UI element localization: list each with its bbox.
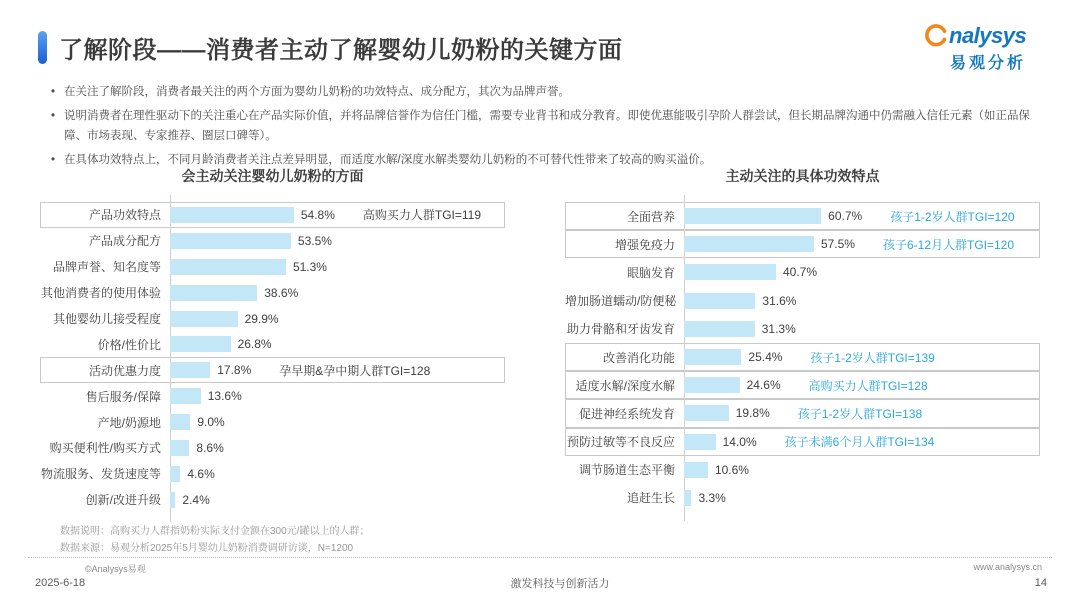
website-text: www.analysys.cn: [973, 562, 1042, 572]
chart-row: [40, 306, 505, 332]
chart-row: [565, 202, 1040, 230]
header: [38, 30, 623, 65]
tgi-annotation: 孩子6-12月人群TGI=120: [882, 237, 1015, 252]
value-label: 24.6%: [746, 378, 781, 393]
bar: [684, 208, 821, 224]
category-label: 助力骨骼和牙齿发育: [566, 322, 675, 337]
category-label: 购买便利性/购买方式: [49, 441, 161, 456]
bar-area: [170, 388, 505, 404]
logo-swoosh-icon: [922, 22, 949, 49]
logo-wordmark: [922, 22, 1040, 49]
value-label: 8.6%: [196, 440, 224, 455]
value-label: 31.6%: [762, 293, 797, 308]
chart-row: [565, 428, 1040, 456]
chart-row: [565, 484, 1040, 512]
chart-row: [565, 230, 1040, 258]
bar-area: [684, 208, 1040, 225]
chart-row: [40, 409, 505, 435]
bar: [170, 233, 291, 249]
value-label: 40.7%: [782, 265, 817, 280]
bar: [170, 492, 175, 508]
value-label: 14.0%: [722, 434, 757, 449]
category-label: 适度水解/深度水解: [575, 378, 675, 393]
category-label: 改善消化功能: [602, 350, 675, 365]
footer-date: 2025-6-18: [35, 577, 86, 589]
value-label: 3.3%: [698, 490, 726, 505]
tgi-annotation: 高购买力人群TGI=128: [808, 378, 928, 393]
chart-aspects: [40, 166, 505, 513]
value-label: 9.0%: [197, 415, 225, 430]
bar: [684, 264, 776, 280]
chart-row: [40, 383, 505, 409]
chart-row: [565, 456, 1040, 484]
chart-row: [565, 315, 1040, 343]
chart-title: 会主动关注婴幼儿奶粉的方面: [181, 168, 364, 184]
bar: [684, 377, 740, 393]
bar: [170, 285, 257, 301]
value-label: 19.8%: [735, 406, 770, 421]
bar-area: [170, 492, 505, 508]
bar-area: [170, 259, 505, 275]
bar-area: [170, 336, 505, 352]
bar: [684, 462, 708, 478]
bar: [170, 259, 286, 275]
chart-row: [40, 461, 505, 487]
bar: [170, 440, 189, 456]
bar-area: [684, 293, 1040, 309]
bar: [170, 207, 294, 223]
chart-row: [40, 487, 505, 513]
data-notes: [60, 524, 369, 557]
category-label: 价格/性价比: [97, 337, 161, 352]
bar-area: [170, 285, 505, 301]
bullet-item: • 在具体功效特点上，不同月龄消费者关注点差异明显，而适度水解/深度水解类婴幼儿奶粉的不可替代性带来了较高的购买溢价。: [64, 150, 1049, 170]
category-label: 其他消费者的使用体验: [40, 286, 161, 301]
bar: [170, 388, 201, 404]
value-label: 31.3%: [761, 321, 796, 336]
value-label: 29.9%: [244, 311, 279, 326]
chart-row: [40, 254, 505, 280]
category-label: 追赶生长: [626, 491, 675, 506]
tgi-annotation: 孕早期&孕中期人群TGI=128: [279, 363, 431, 378]
value-label: 51.3%: [292, 259, 327, 274]
value-label: 26.8%: [237, 337, 272, 352]
bar-area: [684, 321, 1040, 337]
summary-bullets: [64, 82, 1049, 175]
chart-row: [565, 371, 1040, 399]
value-label: 17.8%: [217, 363, 252, 378]
note-line: 数据来源：易观分析2025年5月婴幼儿奶粉消费调研访谈，N=1200: [60, 542, 354, 554]
bar-area: [684, 433, 1040, 450]
value-label: 38.6%: [264, 285, 299, 300]
category-label: 增加肠道蠕动/防便秘: [565, 294, 677, 309]
note-line: 数据说明：高购买力人群指奶粉实际支付金额在300元/罐以上的人群；: [60, 526, 370, 537]
page-title: 了解阶段——消费者主动了解婴幼儿奶粉的关键方面: [59, 37, 623, 64]
bar: [684, 349, 741, 365]
chart-row: [40, 435, 505, 461]
bar-area: [170, 414, 505, 430]
bar: [170, 414, 190, 430]
logo-brand-chinese: 易观分析: [949, 55, 1026, 72]
bar-area: [170, 206, 505, 223]
category-label: 调节肠道生态平衡: [578, 463, 675, 478]
category-label: 其他婴幼儿接受程度: [52, 312, 161, 326]
category-label: 预防过敏等不良反应: [566, 435, 675, 450]
chart-row: [565, 258, 1040, 286]
chart-efficacy: [565, 166, 1040, 512]
chart-row: [40, 228, 505, 254]
logo-brand-text: nalysys: [949, 22, 1027, 48]
bar-area: [170, 466, 505, 482]
category-label: 活动优惠力度: [88, 363, 161, 378]
value-label: 25.4%: [748, 350, 783, 365]
category-label: 品牌声誉、知名度等: [52, 260, 161, 275]
chart-row: [40, 357, 505, 383]
tgi-annotation: 孩子1-2岁人群TGI=139: [810, 350, 935, 365]
footer: [35, 575, 1047, 591]
category-label: 物流服务、发货速度等: [40, 467, 161, 482]
bar-area: [170, 362, 505, 379]
category-label: 产地/奶源地: [97, 415, 161, 430]
value-label: 13.6%: [207, 389, 242, 404]
category-label: 眼脑发育: [626, 265, 675, 280]
analysys-logo: [922, 22, 1040, 73]
category-label: 促进神经系统发育: [578, 406, 675, 421]
value-label: 54.8%: [300, 207, 335, 222]
footer-divider: [28, 557, 1052, 558]
bar-area: [170, 440, 505, 456]
chart-row: [565, 343, 1040, 371]
tgi-annotation: 孩子1-2岁人群TGI=120: [890, 209, 1015, 224]
chart-row: [40, 280, 505, 306]
bar-area: [684, 236, 1040, 253]
bar: [684, 434, 716, 450]
bar: [684, 321, 755, 337]
value-label: 57.5%: [820, 237, 855, 252]
bar-area: [170, 233, 505, 249]
bar: [684, 490, 691, 506]
bar-area: [170, 311, 505, 327]
chart-row: [565, 287, 1040, 315]
chart-row: [40, 331, 505, 357]
bar-area: [684, 405, 1040, 422]
chart-title: 主动关注的具体功效特点: [725, 168, 880, 184]
bar-area: [684, 264, 1040, 280]
footer-slogan: 激发科技与创新活力: [510, 578, 610, 590]
bar: [684, 405, 729, 421]
page-number: 14: [1034, 577, 1047, 589]
title-accent-bar: [38, 31, 47, 64]
chart-rows: [565, 202, 1040, 512]
bullet-item: • 在关注了解阶段，消费者最关注的两个方面为婴幼儿奶粉的功效特点、成分配方，其次为品牌声誉。: [64, 82, 1049, 102]
bar: [170, 336, 231, 352]
chart-rows: [40, 202, 505, 513]
category-label: 增强免疫力: [614, 237, 675, 252]
value-label: 4.6%: [187, 466, 215, 481]
value-label: 2.4%: [182, 492, 210, 507]
bar-area: [684, 349, 1040, 366]
bar-area: [684, 490, 1040, 506]
bar-area: [684, 377, 1040, 394]
bar: [170, 311, 238, 327]
chart-row: [40, 202, 505, 228]
chart-row: [565, 399, 1040, 427]
bar: [170, 466, 180, 482]
bullet-item: • 说明消费者在理性驱动下的关注重心在产品实际价值，并将品牌信誉作为信任门槛，需要专业背书和成分教育。即使优惠能吸引孕阶人群尝试，但长期品牌沟通中仍需融入信任元素（如正品保障、市场表现、专家推荐、圈层口碑等）。: [64, 106, 1049, 146]
category-label: 产品成分配方: [88, 234, 161, 249]
value-label: 53.5%: [297, 233, 332, 248]
bar-area: [684, 462, 1040, 478]
category-label: 全面营养: [626, 209, 675, 224]
bar: [170, 362, 210, 378]
tgi-annotation: 孩子1-2岁人群TGI=138: [797, 406, 923, 421]
value-label: 10.6%: [714, 462, 749, 477]
value-label: 60.7%: [828, 209, 863, 224]
tgi-annotation: 孩子未满6个月人群TGI=134: [784, 435, 935, 450]
bar: [684, 236, 814, 252]
tgi-annotation: 高购买力人群TGI=119: [362, 208, 482, 223]
category-label: 售后服务/保障: [85, 389, 161, 404]
copyright-text: ©Analysys易观: [85, 564, 146, 574]
category-label: 产品功效特点: [88, 208, 161, 223]
bar: [684, 293, 755, 309]
category-label: 创新/改进升级: [85, 493, 161, 508]
